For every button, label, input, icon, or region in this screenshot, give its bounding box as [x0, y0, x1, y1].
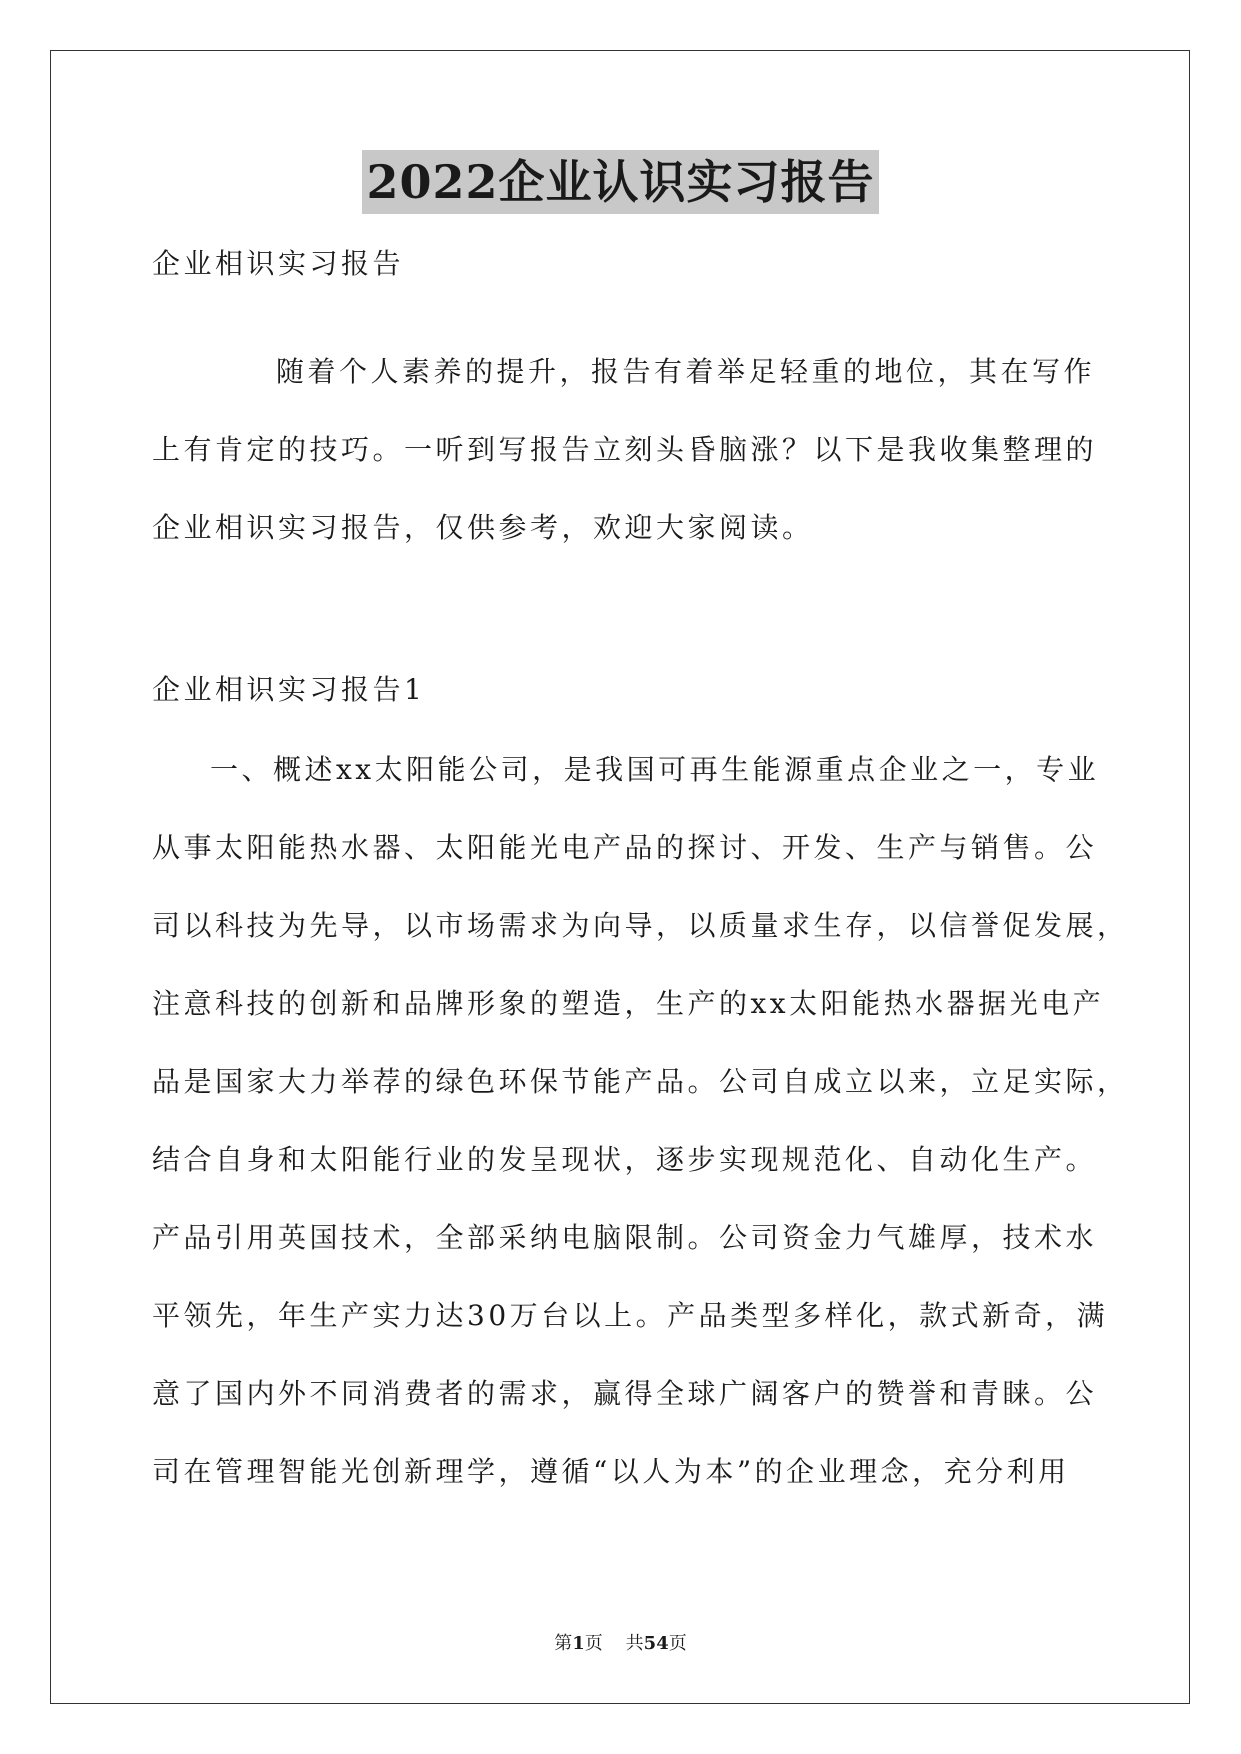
paragraph-line: 产品引用英国技术，全部采纳电脑限制。公司资金力气雄厚，技术水 [152, 1221, 1098, 1254]
total-pages: 54 [643, 1633, 669, 1654]
paragraph-line: 平领先，年生产实力达30万台以上。产品类型多样化，款式新奇，满 [152, 1299, 1109, 1332]
paragraph-line: 司在管理智能光创新理学，遵循“以人为本”的企业理念，充分利用 [152, 1455, 1070, 1488]
page-current: 1 [572, 1633, 585, 1654]
section-heading: 企业相识实习报告1 [152, 673, 426, 706]
subtitle-line: 企业相识实习报告 [152, 247, 405, 280]
paragraph-line: 企业相识实习报告，仅供参考，欢迎大家阅读。 [152, 511, 814, 544]
paragraph-line: 一、概述xx太阳能公司，是我国可再生能源重点企业之一，专业 [210, 753, 1100, 786]
paragraph-line: 上有肯定的技巧。一听到写报告立刻头昏脑涨？以下是我收集整理的 [152, 433, 1098, 466]
paragraph-line: 意了国内外不同消费者的需求，赢得全球广阔客户的赞誉和青睐。公 [152, 1377, 1098, 1410]
document-title-block [0, 150, 1241, 214]
paragraph-line: 结合自身和太阳能行业的发呈现状，逐步实现规范化、自动化生产。 [152, 1143, 1098, 1176]
paragraph-line: 司以科技为先导，以市场需求为向导，以质量求生存，以信誉促发展， [152, 909, 1129, 942]
paragraph-line: 注意科技的创新和品牌形象的塑造，生产的xx太阳能热水器据光电产 [152, 987, 1105, 1020]
paragraph-line: 随着个人素养的提升，报告有着举足轻重的地位，其在写作 [276, 355, 1096, 388]
paragraph-line: 品是国家大力举荐的绿色环保节能产品。公司自成立以来，立足实际， [152, 1065, 1129, 1098]
total-suffix: 页 [668, 1633, 687, 1654]
page-prefix: 第 [554, 1633, 573, 1654]
document-title: 2022企业认识实习报告 [362, 150, 878, 214]
paragraph-line: 从事太阳能热水器、太阳能光电产品的探讨、开发、生产与销售。公 [152, 831, 1098, 864]
page-footer [0, 1632, 1241, 1656]
page-suffix: 页 [584, 1633, 603, 1654]
total-prefix: 共 [625, 1633, 644, 1654]
